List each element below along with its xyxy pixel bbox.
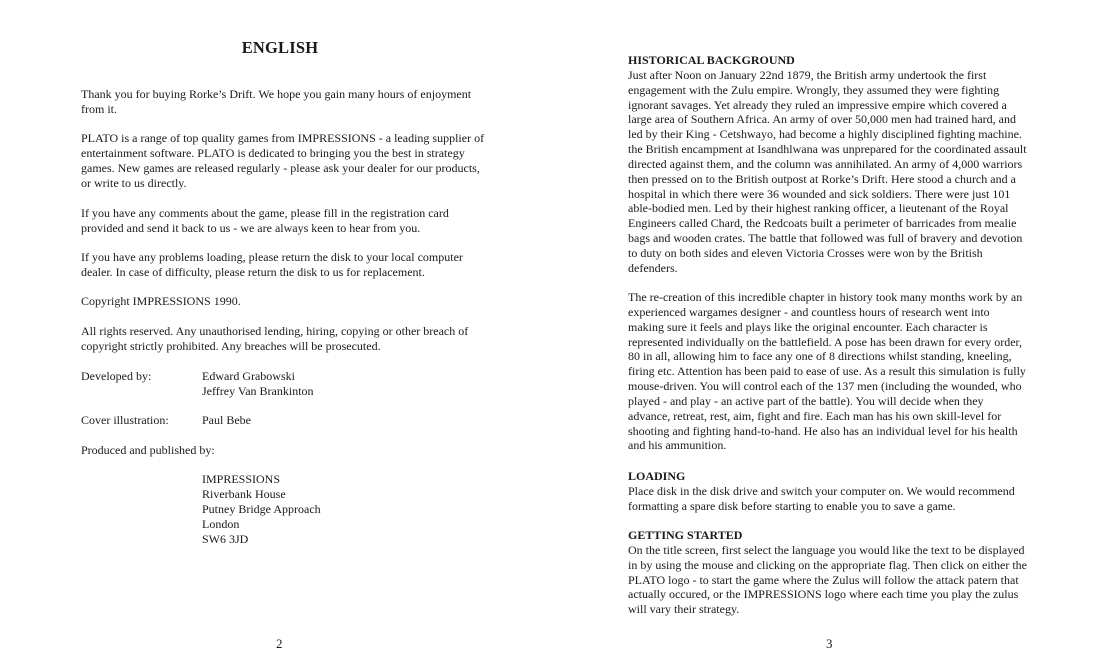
section-body: The re-creation of this incredible chapter in history took many months work by an experienced wargames designer - and countless hours of research went into making sure it feels and plays like the original encounter. Each character is represented individually on the battlefield. A pose has been drawn for every order, 80 in all, allowing him to face any one of 8 directions whilst standing, kneeling, firing etc. Attention has been paid to ease of use. As a result this simulation is fully mouse-driven. You will control each of the 137 men (including the wounded, who played - and play - an active part of the battle). You will decide when they advance, retreat, rest, aim, fight and fire. Each man has his own skill-level for shooting and fighting hand-to-hand. He also has an individual level for his health and his ammunition.: [628, 290, 1026, 453]
intro-paragraph: Thank you for buying Rorke’s Drift. We hope you gain many hours of enjoyment from it.: [81, 87, 472, 116]
loading-problems-paragraph: If you have any problems loading, please return the disk to your local computer dealer. In case of difficulty, please return the disk to us for replacement.: [81, 250, 463, 279]
section-body: On the title screen, first select the language you would like the text to be displayed in by using the mouse and clicking on the appropriate flag. Then click on either the PLATO logo - to start the game where the Zulus will follow the attack patern that actually occured, or the IMPRESSIONS logo where each time you play the zulus will vary their strategy.: [628, 542, 1027, 617]
section-body: Place disk in the disk drive and switch your computer on. We would recommend formatting a spare disk before starting to enable you to save a game.: [628, 483, 1015, 513]
address-line: IMPRESSIONS: [202, 472, 281, 486]
developed-by-label: Developed by:: [81, 369, 152, 383]
address-line: Putney Bridge Approach: [202, 502, 321, 516]
cover-artist-name: Paul Bebe: [202, 413, 251, 427]
address-line: London: [202, 517, 240, 531]
section-heading: LOADING: [628, 469, 686, 483]
getting-started-section: [628, 528, 1028, 617]
produced-by-label: Produced and published by:: [81, 443, 215, 457]
section-heading: HISTORICAL BACKGROUND: [628, 53, 795, 67]
rights-paragraph: All rights reserved. Any unauthorised lending, hiring, copying or other breach of copyright strictly prohibited. Any breaches will be prosecuted.: [81, 324, 469, 353]
section-body: Just after Noon on January 22nd 1879, the British army undertook the first engagement with the Zulu empire. Wrongly, they assumed they were fighting ignorant savages. Yet already they ruled an impressive empire which covered a large area of Southern Africa. An army of over 50,000 men had trained hard, and led by their King - Cetshwayo, had become a highly disciplined fighting machine. the British encampment at Isandhlwana was unprepared for the coordinated assault directed against them, and the column was annihilated. An army of 4,000 warriors then pressed on to the British outpost at Rorke’s Drift. Here stood a church and a hospital in which there were 36 wounded and sick soldiers. There were just 101 able-bodied men. Led by their highest ranking officer, a lieutenant of the Royal Engineers called Chard, the Redcoats built a perimeter of barricades from mealie bags and wooden crates. The battle that followed was full of bravery and devotion to duty on both sides and eleven Victoria Crosses were won by the British defenders.: [628, 67, 1027, 275]
publisher-address: [202, 472, 321, 547]
page-title: ENGLISH: [241, 38, 319, 57]
address-line: SW6 3JD: [202, 532, 249, 546]
address-line: Riverbank House: [202, 487, 286, 501]
recreation-section: [628, 290, 1028, 453]
plato-paragraph: PLATO is a range of top quality games from IMPRESSIONS - a leading supplier of entertainment software. PLATO is dedicated to bringing you the best in strategy games. New games are released regularly - please ask your dealer for our products, or write to us directly.: [81, 131, 485, 190]
page-number: 3: [826, 636, 833, 651]
section-heading: GETTING STARTED: [628, 528, 743, 542]
developer-name: Edward Grabowski: [202, 369, 295, 383]
developer-name: Jeffrey Van Brankinton: [202, 384, 314, 398]
right-page: [550, 0, 1100, 666]
loading-section: [628, 469, 1028, 514]
cover-illustration-label: Cover illustration:: [81, 413, 169, 427]
page-number: 2: [276, 636, 283, 651]
comments-paragraph: If you have any comments about the game, please fill in the registration card provided and send it back to us - we are always keen to hear from you.: [81, 206, 449, 235]
copyright-paragraph: Copyright IMPRESSIONS 1990.: [81, 294, 241, 308]
historical-background-section: [628, 53, 1028, 276]
